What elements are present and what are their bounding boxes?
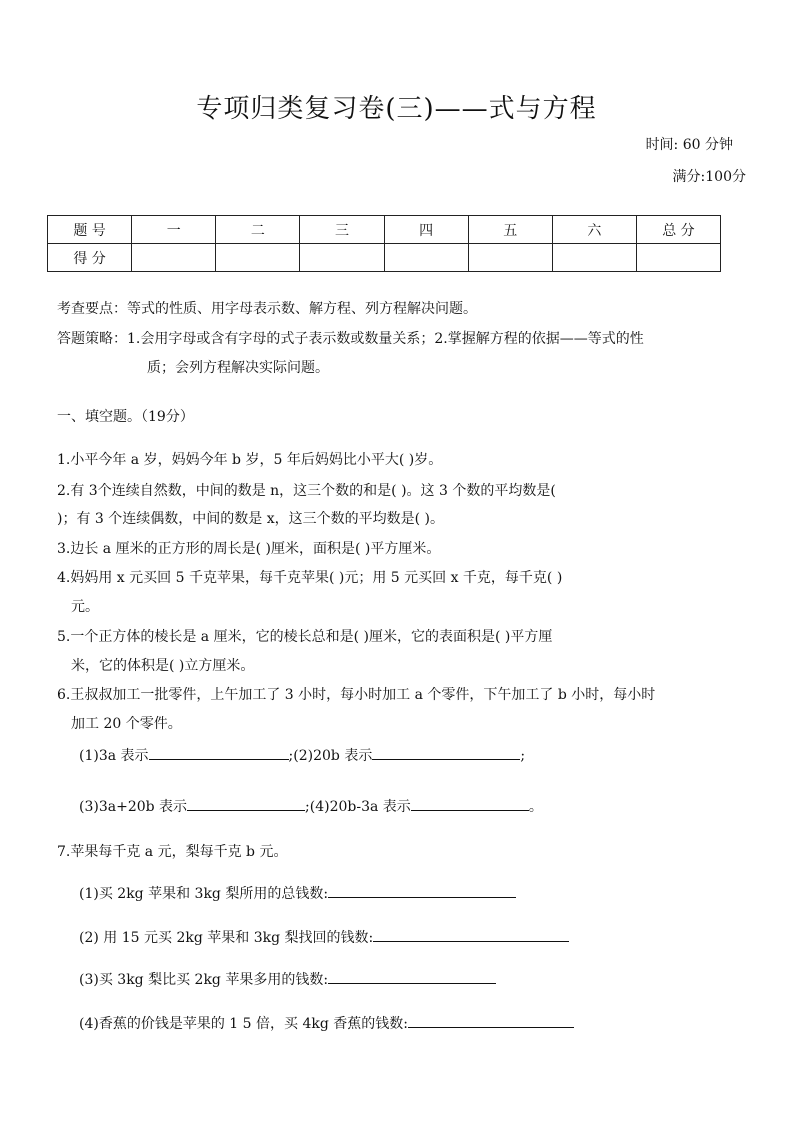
question-1: 1.小平今年 a 岁，妈妈今年 b 岁，5 年后妈妈比小平大( )岁。 xyxy=(57,452,443,468)
score-cell[interactable] xyxy=(384,244,468,272)
score-table-header-cell: 五 xyxy=(468,216,552,244)
question-5-line-1: 5.一个正方体的棱长是 a 厘米，它的棱长总和是( )厘米，它的表面积是( )平方厘 xyxy=(57,629,553,645)
question-7-sub-4 xyxy=(79,1013,574,1033)
score-table-score-row xyxy=(48,244,721,272)
answer-blank[interactable] xyxy=(372,745,520,760)
question-6-sub-1-2 xyxy=(79,745,525,765)
score-cell[interactable] xyxy=(552,244,636,272)
score-table-header-cell: 题 号 xyxy=(48,216,132,244)
question-7-sub-1 xyxy=(79,883,516,903)
score-table-header-cell: 总 分 xyxy=(636,216,720,244)
section-heading: 一、填空题。（19分） xyxy=(57,409,194,425)
question-6-line-1: 6.王叔叔加工一批零件，上午加工了 3 小时，每小时加工 a 个零件，下午加工了 b 小时，每小时 xyxy=(57,687,656,703)
answer-blank[interactable] xyxy=(328,969,496,984)
q6-4-prompt: ;(4)20b-3a 表示 xyxy=(305,799,411,815)
question-4-line-1: 4.妈妈用 x 元买回 5 千克苹果，每千克苹果( )元；用 5 元买回 x 千克，每千克( ) xyxy=(57,570,563,586)
question-3: 3.边长 a 厘米的正方形的周长是( )厘米，面积是( )平方厘米。 xyxy=(57,541,441,557)
question-7-sub-2 xyxy=(79,927,569,947)
q7-2-prompt: (2) 用 15 元买 2kg 苹果和 3kg 梨找回的钱数: xyxy=(79,930,374,946)
score-table-header-cell: 一 xyxy=(132,216,216,244)
question-5-line-2: 米，它的体积是( )立方厘米。 xyxy=(71,658,255,674)
answer-blank[interactable] xyxy=(411,796,529,811)
q6-3-prompt: (3)3a+20b 表示 xyxy=(79,799,188,815)
question-7-sub-3 xyxy=(79,969,496,989)
score-cell[interactable] xyxy=(636,244,720,272)
score-table-header-cell: 二 xyxy=(216,216,300,244)
question-6-line-2: 加工 20 个零件。 xyxy=(71,716,182,732)
page-title: 专项归类复习卷(三)——式与方程 xyxy=(196,94,597,124)
time-limit: 时间: 60 分钟 xyxy=(645,137,733,153)
q6-2-end: ; xyxy=(520,748,526,764)
question-2-line-2: )；有 3 个连续偶数，中间的数是 x，这三个数的平均数是( )。 xyxy=(57,511,444,527)
score-table-header-row xyxy=(48,216,721,244)
score-cell[interactable] xyxy=(300,244,384,272)
answer-blank[interactable] xyxy=(187,796,305,811)
strategy-line-1: 答题策略：1.会用字母或含有字母的式子表示数或数量关系；2.掌握解方程的依据——等式的性 xyxy=(57,331,644,347)
score-cell[interactable] xyxy=(132,244,216,272)
q7-1-prompt: (1)买 2kg 苹果和 3kg 梨所用的总钱数: xyxy=(79,886,329,902)
score-row-label: 得 分 xyxy=(48,244,132,272)
question-4-line-2: 元。 xyxy=(71,599,99,615)
q7-4-prompt: (4)香蕉的价钱是苹果的 1 5 倍，买 4kg 香蕉的钱数: xyxy=(79,1016,408,1032)
q6-2-prompt: ;(2)20b 表示 xyxy=(288,748,373,764)
score-cell[interactable] xyxy=(468,244,552,272)
score-table-header-cell: 三 xyxy=(300,216,384,244)
answer-blank[interactable] xyxy=(408,1013,574,1028)
answer-blank[interactable] xyxy=(328,883,516,898)
score-cell[interactable] xyxy=(216,244,300,272)
question-6-sub-3-4 xyxy=(79,796,543,816)
question-2-line-1: 2.有 3个连续自然数，中间的数是 n，这三个数的和是( )。这 3 个数的平均数是( xyxy=(57,483,556,499)
q6-1-prompt: (1)3a 表示 xyxy=(79,748,149,764)
strategy-line-2: 质；会列方程解决实际问题。 xyxy=(147,360,329,376)
score-table-header-cell: 六 xyxy=(552,216,636,244)
full-score: 满分:100分 xyxy=(672,169,746,185)
score-table xyxy=(47,215,721,272)
key-points: 考查要点：等式的性质、用字母表示数、解方程、列方程解决问题。 xyxy=(57,301,477,317)
answer-blank[interactable] xyxy=(149,745,289,760)
answer-blank[interactable] xyxy=(373,927,569,942)
score-table-header-cell: 四 xyxy=(384,216,468,244)
q6-4-end: 。 xyxy=(528,799,543,815)
question-7: 7.苹果每千克 a 元，梨每千克 b 元。 xyxy=(57,844,288,860)
q7-3-prompt: (3)买 3kg 梨比买 2kg 苹果多用的钱数: xyxy=(79,972,329,988)
